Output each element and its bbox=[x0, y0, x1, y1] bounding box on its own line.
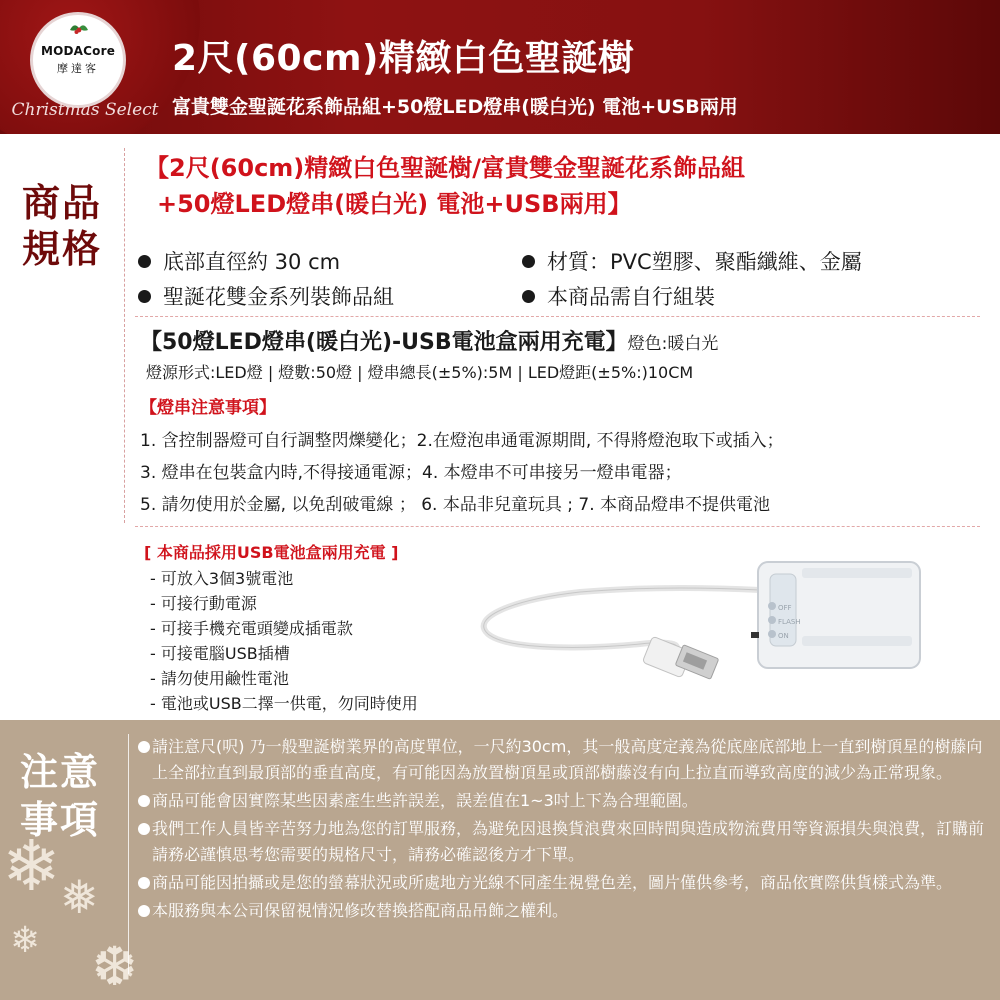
usb-item: - 請勿使用鹼性電池 bbox=[150, 669, 289, 688]
notice-text: 我們工作人員皆辛苦努力地為您的訂單服務，為避免因退換貨浪費來回時間與造成物流費用等資源損失與浪費，訂購前請務必謹慎思考您需要的規格尺寸，請務必確認後方才下單。 bbox=[152, 819, 985, 864]
spec-bullet-text: 本商品需自行組裝 bbox=[547, 285, 715, 309]
page-title: 2尺(60cm)精緻白色聖誕樹 bbox=[172, 38, 635, 79]
holly-icon bbox=[68, 20, 90, 36]
bullet-dot-icon bbox=[138, 823, 150, 835]
bullet-dot-icon bbox=[138, 290, 151, 303]
spec-bullet-text: 底部直徑約 30 cm bbox=[163, 250, 341, 274]
snowflake-icon: ❄ bbox=[2, 825, 61, 907]
notice-section-label: 注意事項 bbox=[20, 750, 101, 842]
notice-paragraph bbox=[138, 898, 988, 924]
usb-item: - 電池或USB二擇一供電，勿同時使用 bbox=[150, 694, 418, 713]
led-spec-line: 燈源形式:LED燈 | 燈數:50燈 | 燈串總長(±5%):5M | LED燈距(±5%:)10CM bbox=[146, 363, 694, 382]
spec-bullet-text: 聖誕花雙金系列裝飾品組 bbox=[163, 285, 394, 309]
notice-paragraph bbox=[138, 870, 988, 896]
notice-paragraph bbox=[138, 734, 988, 786]
snowflake-icon: ❅ bbox=[60, 870, 99, 924]
usb-battery-box-image bbox=[470, 548, 930, 718]
usb-item: - 可接手機充電頭變成插電款 bbox=[150, 619, 353, 638]
spec-section-label: 商品規格 bbox=[22, 181, 103, 271]
brand-name-chinese: 摩達客 bbox=[57, 62, 99, 75]
notice-text: 請注意尺(呎) 乃一般聖誕樹業界的高度單位，一尺約30cm，其一般高度定義為從底座底部地上一直到樹頂星的樹藤向上全部拉直到最頂部的垂直高度，有可能因為放置樹頂星或頂部樹藤沒有向上拉直而導致高度的減少為正常現象。 bbox=[152, 737, 983, 782]
product-headline-line2: +50燈LED燈串(暖白光) 電池+USB兩用】 bbox=[157, 190, 632, 218]
bullet-dot-icon bbox=[138, 741, 150, 753]
snowflake-icon: ❆ bbox=[92, 935, 138, 998]
notice-divider bbox=[128, 734, 129, 974]
usb-heading: [ 本商品採用USB電池盒兩用充電 ] bbox=[144, 543, 399, 562]
led-notes-heading: 【燈串注意事項】 bbox=[140, 398, 276, 418]
led-note-line: 5. 請勿使用於金屬, 以免刮破電線 ； 6. 本品非兒童玩具 ; 7. 本商品燈串不提供電池 bbox=[140, 495, 771, 515]
usb-item: - 可接行動電源 bbox=[150, 594, 257, 613]
product-headline-line1: 【2尺(60cm)精緻白色聖誕樹/富貴雙金聖誕花系飾品組 bbox=[145, 154, 746, 182]
notice-text: 商品可能因拍攝或是您的螢幕狀況或所處地方光線不同產生視覺色差，圖片僅供參考，商品依實際供貨樣式為準。 bbox=[152, 873, 953, 892]
header-banner bbox=[0, 0, 1000, 134]
notice-text: 商品可能會因實際某些因素產生些許誤差，誤差值在1~3吋上下為合理範圍。 bbox=[152, 791, 698, 810]
led-color-label: 燈色:暖白光 bbox=[627, 334, 719, 354]
notice-paragraph bbox=[138, 816, 988, 868]
section-divider bbox=[135, 316, 980, 317]
bullet-dot-icon bbox=[138, 905, 150, 917]
notice-section bbox=[0, 720, 1000, 1000]
notice-paragraph bbox=[138, 788, 988, 814]
spec-bullet bbox=[138, 281, 394, 311]
usb-item: - 可放入3個3號電池 bbox=[150, 569, 294, 588]
spec-bullet-text: 材質：PVC塑膠、聚酯纖維、金屬 bbox=[547, 250, 862, 274]
led-heading-text: 【50燈LED燈串(暖白光)-USB電池盒兩用充電】 bbox=[140, 330, 628, 355]
notice-text: 本服務與本公司保留視情況修改替換搭配商品吊飾之權利。 bbox=[152, 901, 569, 920]
spec-bullet bbox=[522, 246, 862, 276]
bullet-dot-icon bbox=[138, 877, 150, 889]
notice-body bbox=[138, 734, 988, 926]
spec-bullet bbox=[522, 281, 715, 311]
bullet-dot-icon bbox=[522, 290, 535, 303]
page-subtitle: 富貴雙金聖誕花系飾品組+50燈LED燈串(暖白光) 電池+USB兩用 bbox=[172, 96, 738, 118]
brand-name: MODACore bbox=[40, 44, 116, 58]
section-divider bbox=[135, 526, 980, 527]
box-on-label: ON bbox=[778, 632, 789, 640]
usb-item: - 可接電腦USB插槽 bbox=[150, 644, 290, 663]
box-flash-label: FLASH bbox=[778, 618, 801, 626]
bullet-dot-icon bbox=[138, 795, 150, 807]
spec-divider bbox=[124, 148, 125, 523]
spec-bullet bbox=[138, 246, 340, 276]
brand-tagline: Christmas Select bbox=[11, 100, 159, 120]
bullet-dot-icon bbox=[522, 255, 535, 268]
bullet-dot-icon bbox=[138, 255, 151, 268]
led-note-line: 1. 含控制器燈可自行調整閃爍變化；2.在燈泡串通電源期間, 不得將燈泡取下或插入； bbox=[140, 431, 784, 451]
led-note-line: 3. 燈串在包裝盒内時,不得接通電源；4. 本燈串不可串接另一燈串電器； bbox=[140, 463, 682, 483]
product-headline bbox=[145, 150, 985, 222]
box-off-label: OFF bbox=[778, 604, 792, 612]
snowflake-icon: ❄ bbox=[10, 920, 41, 961]
led-heading bbox=[140, 325, 718, 356]
